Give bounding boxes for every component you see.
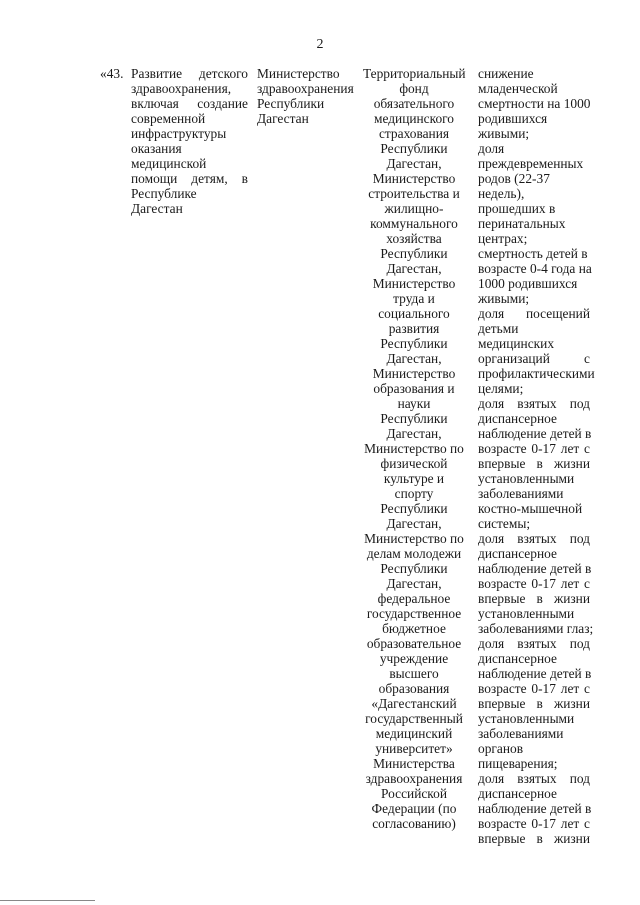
co-executor-line: высшего bbox=[389, 666, 439, 681]
indicator-line: доля взятых под bbox=[478, 771, 590, 786]
indicator-line: наблюдение детей в bbox=[478, 801, 592, 816]
co-executor-line: культуре и bbox=[383, 471, 445, 486]
indicator-line: впервые в жизни bbox=[478, 456, 590, 471]
indicator-line: диспансерное bbox=[478, 546, 557, 561]
indicator-line: недель), bbox=[478, 186, 525, 201]
indicator-line: наблюдение детей в bbox=[478, 426, 592, 441]
indicator-line: профилактическими bbox=[478, 366, 595, 381]
measure-name-line: медицинской bbox=[131, 156, 207, 171]
indicator-line: наблюдение детей в bbox=[478, 561, 592, 576]
indicator-line: целями; bbox=[478, 381, 524, 396]
indicator-line: доля взятых под bbox=[478, 396, 590, 411]
responsible-executor-cell bbox=[257, 66, 355, 126]
co-executor-line: науки bbox=[397, 396, 431, 411]
co-executor-line: фонд bbox=[399, 81, 429, 96]
indicator-line: организаций с bbox=[478, 351, 590, 366]
indicator-line: наблюдение детей в bbox=[478, 666, 592, 681]
co-executor-line: Министерство по bbox=[364, 441, 464, 456]
indicator-line: прошедших в bbox=[478, 201, 556, 216]
indicator-line: заболеваниями bbox=[478, 486, 564, 501]
indicator-line: возрасте 0-17 лет с bbox=[478, 441, 590, 456]
indicator-line: доля bbox=[478, 141, 505, 156]
indicator-line: возрасте 0-4 года на bbox=[478, 261, 592, 276]
indicator-line: пищеварения; bbox=[478, 756, 558, 771]
co-executor-line: здравоохранения bbox=[365, 771, 463, 786]
co-executor-line: обязательного bbox=[373, 96, 455, 111]
co-executor-line: Министерство по bbox=[364, 531, 464, 546]
indicator-line: снижение bbox=[478, 66, 534, 81]
co-executor-line: государственное bbox=[366, 606, 462, 621]
co-executor-line: Республики bbox=[380, 141, 448, 156]
footer-rule bbox=[0, 900, 95, 901]
indicator-line: медицинских bbox=[478, 336, 555, 351]
indicator-line: диспансерное bbox=[478, 411, 557, 426]
indicator-line: возрасте 0-17 лет с bbox=[478, 576, 590, 591]
co-executor-line: Республики bbox=[380, 501, 448, 516]
indicator-line: преждевременных bbox=[478, 156, 584, 171]
co-executor-line: страхования bbox=[378, 126, 450, 141]
co-executor-line: делам молодежи bbox=[366, 546, 462, 561]
co-executor-line: Территориальный bbox=[363, 66, 466, 81]
co-executor-line: Дагестан, bbox=[386, 426, 442, 441]
indicator-line: диспансерное bbox=[478, 786, 557, 801]
co-executor-line: Дагестан, bbox=[386, 516, 442, 531]
co-executor-line: физической bbox=[380, 456, 448, 471]
co-executor-line: коммунального bbox=[370, 216, 458, 231]
co-executor-line: Республики bbox=[380, 246, 448, 261]
indicator-line: возрасте 0-17 лет с bbox=[478, 816, 590, 831]
co-executor-line: бюджетное bbox=[382, 621, 446, 636]
co-executor-line: Республики bbox=[380, 561, 448, 576]
indicator-line: заболеваниями глаз; bbox=[478, 621, 594, 636]
co-executor-line: Министерства bbox=[373, 756, 455, 771]
indicator-line: доля взятых под bbox=[478, 636, 590, 651]
indicator-line: доля посещений bbox=[478, 306, 590, 321]
measure-name-line: инфраструктуры bbox=[131, 126, 227, 141]
measure-name-line: Дагестан bbox=[131, 201, 183, 216]
co-executors-cell bbox=[363, 66, 465, 831]
co-executor-line: университет» bbox=[375, 741, 453, 756]
co-executor-line: Министерство bbox=[372, 276, 456, 291]
table-row bbox=[0, 66, 640, 866]
indicators-cell bbox=[478, 66, 595, 846]
co-executor-line: образовательное bbox=[366, 636, 462, 651]
measure-name-line: современной bbox=[131, 111, 206, 126]
co-executor-line: жилищно- bbox=[384, 201, 444, 216]
co-executor-line: Дагестан, bbox=[386, 351, 442, 366]
indicator-line: костно-мышечной bbox=[478, 501, 583, 516]
measure-name-line: помощи детям, в bbox=[131, 171, 248, 186]
co-executor-line: Федерации (по bbox=[371, 801, 457, 816]
indicator-line: установленными bbox=[478, 711, 575, 726]
co-executor-line: спорту bbox=[394, 486, 434, 501]
indicator-line: впервые в жизни bbox=[478, 831, 590, 846]
responsible-line: Дагестан bbox=[257, 111, 309, 126]
co-executor-line: хозяйства bbox=[386, 231, 442, 246]
co-executor-line: Министерство bbox=[372, 171, 456, 186]
measure-name-line: Республике bbox=[131, 186, 197, 201]
measure-name-line: здравоохранения, bbox=[131, 81, 232, 96]
indicator-line: живыми; bbox=[478, 126, 530, 141]
co-executor-line: медицинский bbox=[375, 726, 453, 741]
indicator-line: установленными bbox=[478, 606, 575, 621]
co-executor-line: Министерство bbox=[372, 366, 456, 381]
co-executor-line: труда и bbox=[393, 291, 435, 306]
indicator-line: системы; bbox=[478, 516, 531, 531]
indicator-line: органов bbox=[478, 741, 524, 756]
page-number: 2 bbox=[316, 37, 324, 52]
co-executor-line: развития bbox=[388, 321, 440, 336]
indicator-line: перинатальных bbox=[478, 216, 566, 231]
indicator-line: доля взятых под bbox=[478, 531, 590, 546]
measure-name-line: включая создание bbox=[131, 96, 248, 111]
co-executor-line: согласованию) bbox=[372, 816, 456, 831]
indicator-line: заболеваниями bbox=[478, 726, 564, 741]
measure-name-cell bbox=[131, 66, 248, 216]
co-executor-line: Дагестан, bbox=[386, 576, 442, 591]
indicator-line: установленными bbox=[478, 471, 575, 486]
indicator-line: впервые в жизни bbox=[478, 591, 590, 606]
co-executor-line: Российской bbox=[381, 786, 447, 801]
indicator-line: диспансерное bbox=[478, 651, 557, 666]
responsible-line: Республики bbox=[257, 96, 325, 111]
co-executor-line: Республики bbox=[380, 411, 448, 426]
indicator-line: смертности на 1000 bbox=[478, 96, 591, 111]
indicator-line: смертность детей в bbox=[478, 246, 588, 261]
co-executor-line: государственный bbox=[365, 711, 463, 726]
responsible-line: Министерство bbox=[257, 66, 340, 81]
co-executor-line: учреждение bbox=[379, 651, 449, 666]
indicator-line: родившихся bbox=[478, 111, 548, 126]
measure-name-line: Развитие детского bbox=[131, 66, 248, 81]
indicator-line: центрах; bbox=[478, 231, 528, 246]
indicator-line: родов (22-37 bbox=[478, 171, 550, 186]
co-executor-line: строительства и bbox=[368, 186, 460, 201]
row-number: «43. bbox=[100, 66, 124, 81]
co-executor-line: Дагестан, bbox=[386, 261, 442, 276]
indicator-line: живыми; bbox=[478, 291, 530, 306]
co-executor-line: медицинского bbox=[373, 111, 455, 126]
co-executor-line: Дагестан, bbox=[386, 156, 442, 171]
indicator-line: впервые в жизни bbox=[478, 696, 590, 711]
indicator-line: 1000 родившихся bbox=[478, 276, 578, 291]
co-executor-line: образования и bbox=[373, 381, 455, 396]
co-executor-line: социального bbox=[378, 306, 450, 321]
co-executor-line: «Дагестанский bbox=[371, 696, 457, 711]
indicator-line: возрасте 0-17 лет с bbox=[478, 681, 590, 696]
co-executor-line: образования bbox=[378, 681, 450, 696]
responsible-line: здравоохранения bbox=[257, 81, 354, 96]
co-executor-line: Республики bbox=[380, 336, 448, 351]
measure-name-line: оказания bbox=[131, 141, 182, 156]
indicator-line: младенческой bbox=[478, 81, 558, 96]
co-executor-line: федеральное bbox=[377, 591, 451, 606]
indicator-line: детьми bbox=[478, 321, 519, 336]
